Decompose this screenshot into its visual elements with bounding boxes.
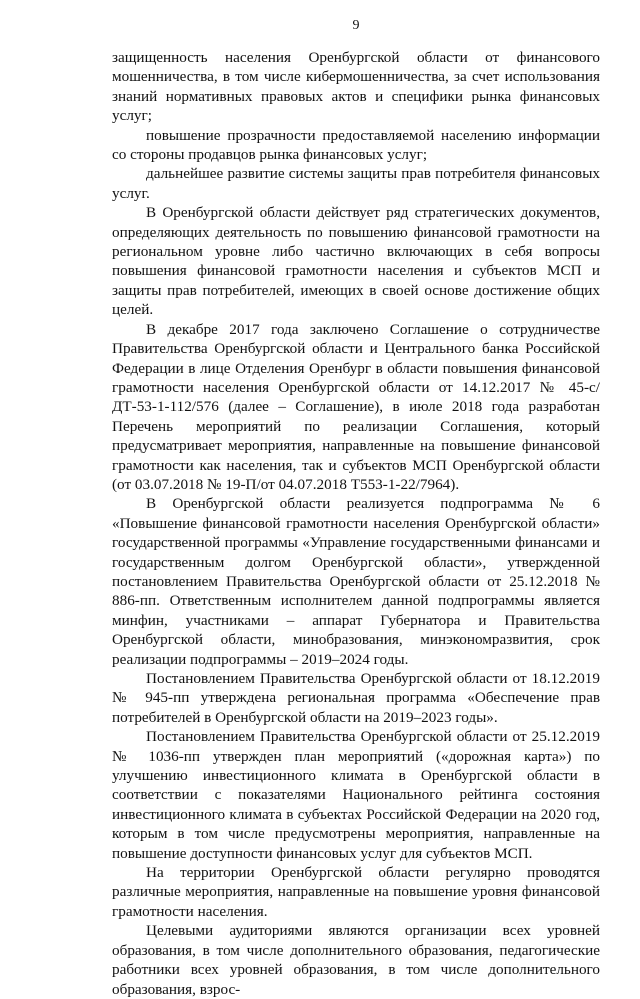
paragraph-1: защищенность населения Оренбургской области от финансового мошенничества, в том числе кибермошенничества, за счет использования знаний нормативных правовых актов и специфики рынка финансовых услуг; <box>112 49 600 125</box>
paragraph-7: Постановлением Правительства Оренбургской области от 18.12.2019 № 945-пп утверждена региональная программа «Обеспечение прав потребителей в Оренбургской области на 2019–2023 годы». <box>112 670 600 726</box>
paragraph-5: В декабре 2017 года заключено Соглашение о сотрудничестве Правительства Оренбургской области и Центрального банка Российской Федерации в лице Отделения Оренбург в области повышения финансовой грамотности населения Оренбургской области от 14.12.2017 № 45-с/ДТ-53-1-112/576 (далее – Соглашение), в июле 2018 года разработан Перечень мероприятий по реализации Соглашения, который предусматривает мероприятия, направленные на повышение финансовой грамотности как населения, так и субъектов МСП Оренбургской области (от 03.07.2018 № 19-П/от 04.07.2018 Т553-1-22/7964). <box>112 320 600 493</box>
paragraph-8: Постановлением Правительства Оренбургской области от 25.12.2019 № 1036-пп утвержден план мероприятий («дорожная карта») по улучшению инвестиционного климата в Оренбургской области в соответствии с показателями Национального рейтинга состояния инвестиционного климата в субъектах Российской Федерации на 2020 год, которым в том числе предусмотрены мероприятия, направленные на повышение доступности финансовых услуг для субъектов МСП. <box>112 728 600 862</box>
paragraph-10: Целевыми аудиториями являются организации всех уровней образования, в том числе дополнительного образования, педагогические работники всех уровней образования, в том числе дополнительного образования, взрос- <box>112 922 600 998</box>
page-number: 9 <box>352 18 360 33</box>
paragraph-2: повышение прозрачности предоставляемой населению информации со стороны продавцов рынка финансовых услуг; <box>112 126 600 164</box>
paragraph-3: дальнейшее развитие системы защиты прав потребителя финансовых услуг. <box>112 165 600 202</box>
paragraph-4: В Оренбургской области действует ряд стратегических документов, определяющих деятельность по повышению финансовой грамотности на региональном уровне либо частично включающих в себя вопросы повышения финансовой грамотности населения и субъектов МСП и защиты прав потребителей, имеющих в своей основе достижение общих целей. <box>112 204 600 319</box>
document-body <box>112 48 600 999</box>
paragraph-9: На территории Оренбургской области регулярно проводятся различные мероприятия, направленные на повышение уровня финансовой грамотности населения. <box>112 864 600 920</box>
paragraph-6: В Оренбургской области реализуется подпрограмма № 6 «Повышение финансовой грамотности населения Оренбургской области» государственной программы «Управление государственными финансами и государственным долгом Оренбургской области», утвержденной постановлением Правительства Оренбургской области от 25.12.2018 № 886-пп. Ответственным исполнителем данной подпрограммы является минфин, участниками – аппарат Губернатора и Правительства Оренбургской области, минобразования, минэкономразвития, срок реализации подпрограммы – 2019–2024 годы. <box>112 495 600 668</box>
